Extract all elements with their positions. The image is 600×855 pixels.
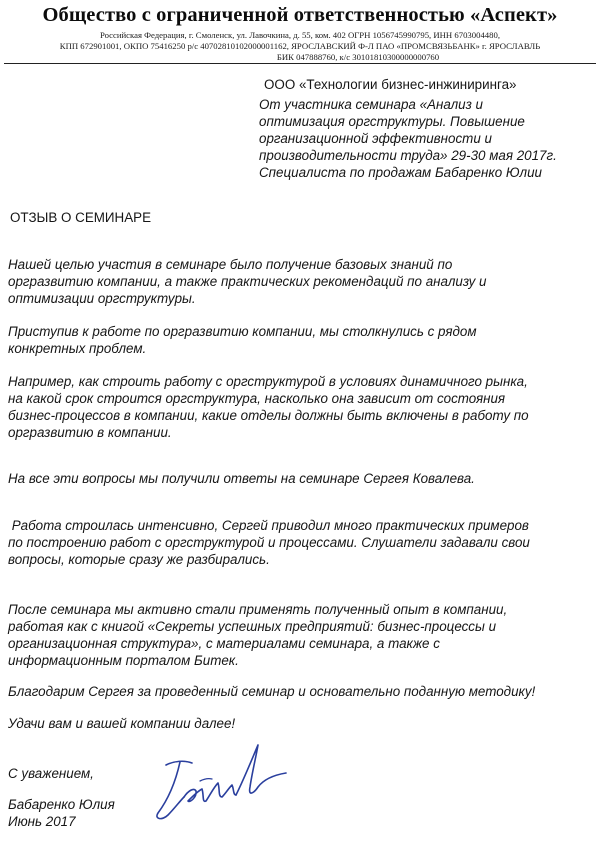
signature-stroke xyxy=(236,745,286,795)
letterhead-company-name: Общество с ограниченной ответственностью «Аспект» xyxy=(42,4,558,26)
recipient-line: организационной эффективности и xyxy=(259,131,492,146)
paragraph-line: вопросы, которые сразу же разбирались. xyxy=(8,552,270,567)
paragraph-line: организационная структура», с материалами семинара, а также с xyxy=(8,636,440,651)
paragraph-line: работая как с книгой «Секреты успешных предприятий: бизнес-процессы и xyxy=(8,619,497,634)
signatory-name: Бабаренко Юлия xyxy=(8,797,115,812)
paragraph-line: Приступив к работе по оргразвитию компании, мы столкнулись с рядом xyxy=(8,324,477,339)
recipient-company: ООО «Технологии бизнес-инжиниринга» xyxy=(264,77,517,92)
paragraph-line: На все эти вопросы мы получили ответы на семинаре Сергея Ковалева. xyxy=(8,471,475,486)
letterhead-requisites-line: КПП 672901001, ОКПО 75416250 р/с 40702810102000001162, ЯРОСЛАВСКИЙ Ф-Л ПАО «ПРОМСВЯЗЬБАНК» г. ЯРОСЛАВЛЬ xyxy=(59,41,541,51)
paragraph-line: Работа строилась интенсивно, Сергей приводил много практических примеров xyxy=(8,518,529,533)
letterhead-divider xyxy=(4,63,596,64)
handwritten-signature xyxy=(140,735,300,830)
signatory-block xyxy=(8,796,115,830)
paragraph-line: бизнес-процессов в компании, какие отделы должны быть включены в работу по xyxy=(8,408,529,423)
paragraph-line: Например, как строить работу с оргструктурой в условиях динамичного рынка, xyxy=(8,374,528,389)
document-heading: ОТЗЫВ О СЕМИНАРЕ xyxy=(10,210,152,225)
paragraph-line: После семинара мы активно стали применять полученный опыт в компании, xyxy=(8,602,508,617)
paragraph-line: Удачи вам и вашей компании далее! xyxy=(8,716,236,731)
body-paragraph xyxy=(8,683,596,700)
closing-salutation xyxy=(8,765,596,782)
letterhead-requisites-line: Российская Федерация, г. Смоленск, ул. Лавочкина, д. 55, ком. 402 ОГРН 1056745990795, ИНН 6703004480, xyxy=(99,30,500,40)
body-paragraph xyxy=(8,373,596,441)
recipient-line: оптимизация оргструктуры. Повышение xyxy=(259,114,525,129)
paragraph-line: Благодарим Сергея за проведенный семинар и основательно поданную методику! xyxy=(8,684,536,699)
signature-stroke xyxy=(200,779,212,781)
signature-stroke xyxy=(157,762,184,819)
body-paragraph xyxy=(8,517,596,568)
paragraph-line: информационным порталом Битек. xyxy=(8,653,239,668)
recipient-block xyxy=(259,76,599,181)
letterhead-requisites-line: БИК 047888760, к/с 30101810300000000760 xyxy=(276,52,440,62)
paragraph-line: оргразвитию в компании. xyxy=(8,425,172,440)
body-paragraph xyxy=(8,715,596,732)
paragraph-line: С уважением, xyxy=(8,766,94,781)
body-paragraph xyxy=(8,601,596,669)
body-paragraph xyxy=(8,256,596,307)
paragraph-line: Нашей целью участия в семинаре было получение базовых знаний по xyxy=(8,257,453,272)
paragraph-line: по построению работ с оргструктурой и процессами. Слушатели задавали свои xyxy=(8,535,530,550)
recipient-line: От участника семинара «Анализ и xyxy=(259,97,484,112)
paragraph-line: конкретных проблем. xyxy=(8,341,147,356)
paragraph-line: на какой срок строится оргструктура, насколько она зависит от состояния xyxy=(8,391,506,406)
letter-date: Июнь 2017 xyxy=(8,814,76,829)
recipient-line: Специалиста по продажам Бабаренко Юлии xyxy=(259,165,542,180)
signature-stroke xyxy=(184,783,236,801)
paragraph-line: оптимизации оргструктуры. xyxy=(8,291,196,306)
recipient-line: производительности труда» 29-30 мая 2017г. xyxy=(259,148,557,163)
body-paragraph xyxy=(8,323,596,357)
body-paragraph xyxy=(8,470,596,487)
paragraph-line: оргразвитию компании, а также практических рекомендаций по анализу и xyxy=(8,274,487,289)
